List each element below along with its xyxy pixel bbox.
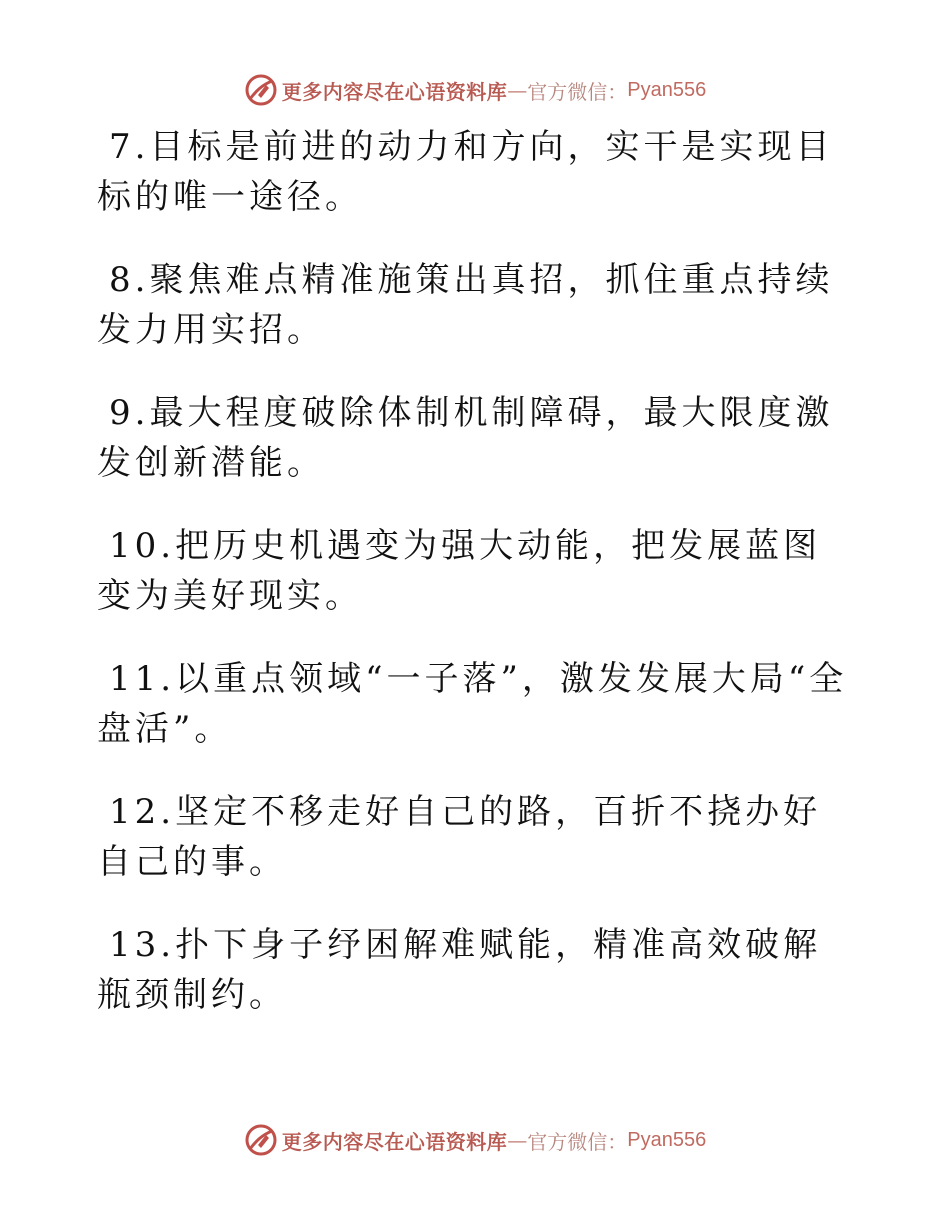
list-item: 10.把历史机遇变为强大动能，把发展蓝图变为美好现实。 (97, 526, 822, 616)
footer-wechat-label: 官方微信： (527, 1129, 628, 1154)
footer-wechat-id: Pyan556 (627, 1128, 707, 1151)
header-brand: 更多内容尽在心语资料库 (281, 79, 508, 104)
header-banner (0, 70, 950, 110)
footer-dash: — (507, 1128, 528, 1152)
footer-brand: 更多内容尽在心语资料库 (281, 1129, 508, 1154)
pen-nib-logo-icon (244, 73, 278, 107)
footer-banner (0, 1120, 950, 1160)
list-item: 9.最大程度破除体制机制障碍，最大限度激发创新潜能。 (97, 393, 834, 483)
list-item: 13.扑下身子纾困解难赋能，精准高效破解瓶颈制约。 (97, 925, 822, 1015)
header-wechat-id: Pyan556 (627, 78, 707, 101)
document-body (97, 122, 857, 1053)
header-wechat-label: 官方微信： (527, 79, 628, 104)
pen-nib-logo-icon (244, 1123, 278, 1157)
header-dash: — (507, 78, 528, 102)
list-item: 8.聚焦难点精准施策出真招，抓住重点持续发力用实招。 (97, 260, 834, 350)
list-item: 7.目标是前进的动力和方向，实干是实现目标的唯一途径。 (97, 127, 834, 217)
list-item: 11.以重点领域“一子落”，激发发展大局“全盘活”。 (97, 659, 848, 749)
list-item: 12.坚定不移走好自己的路，百折不挠办好自己的事。 (97, 792, 822, 882)
